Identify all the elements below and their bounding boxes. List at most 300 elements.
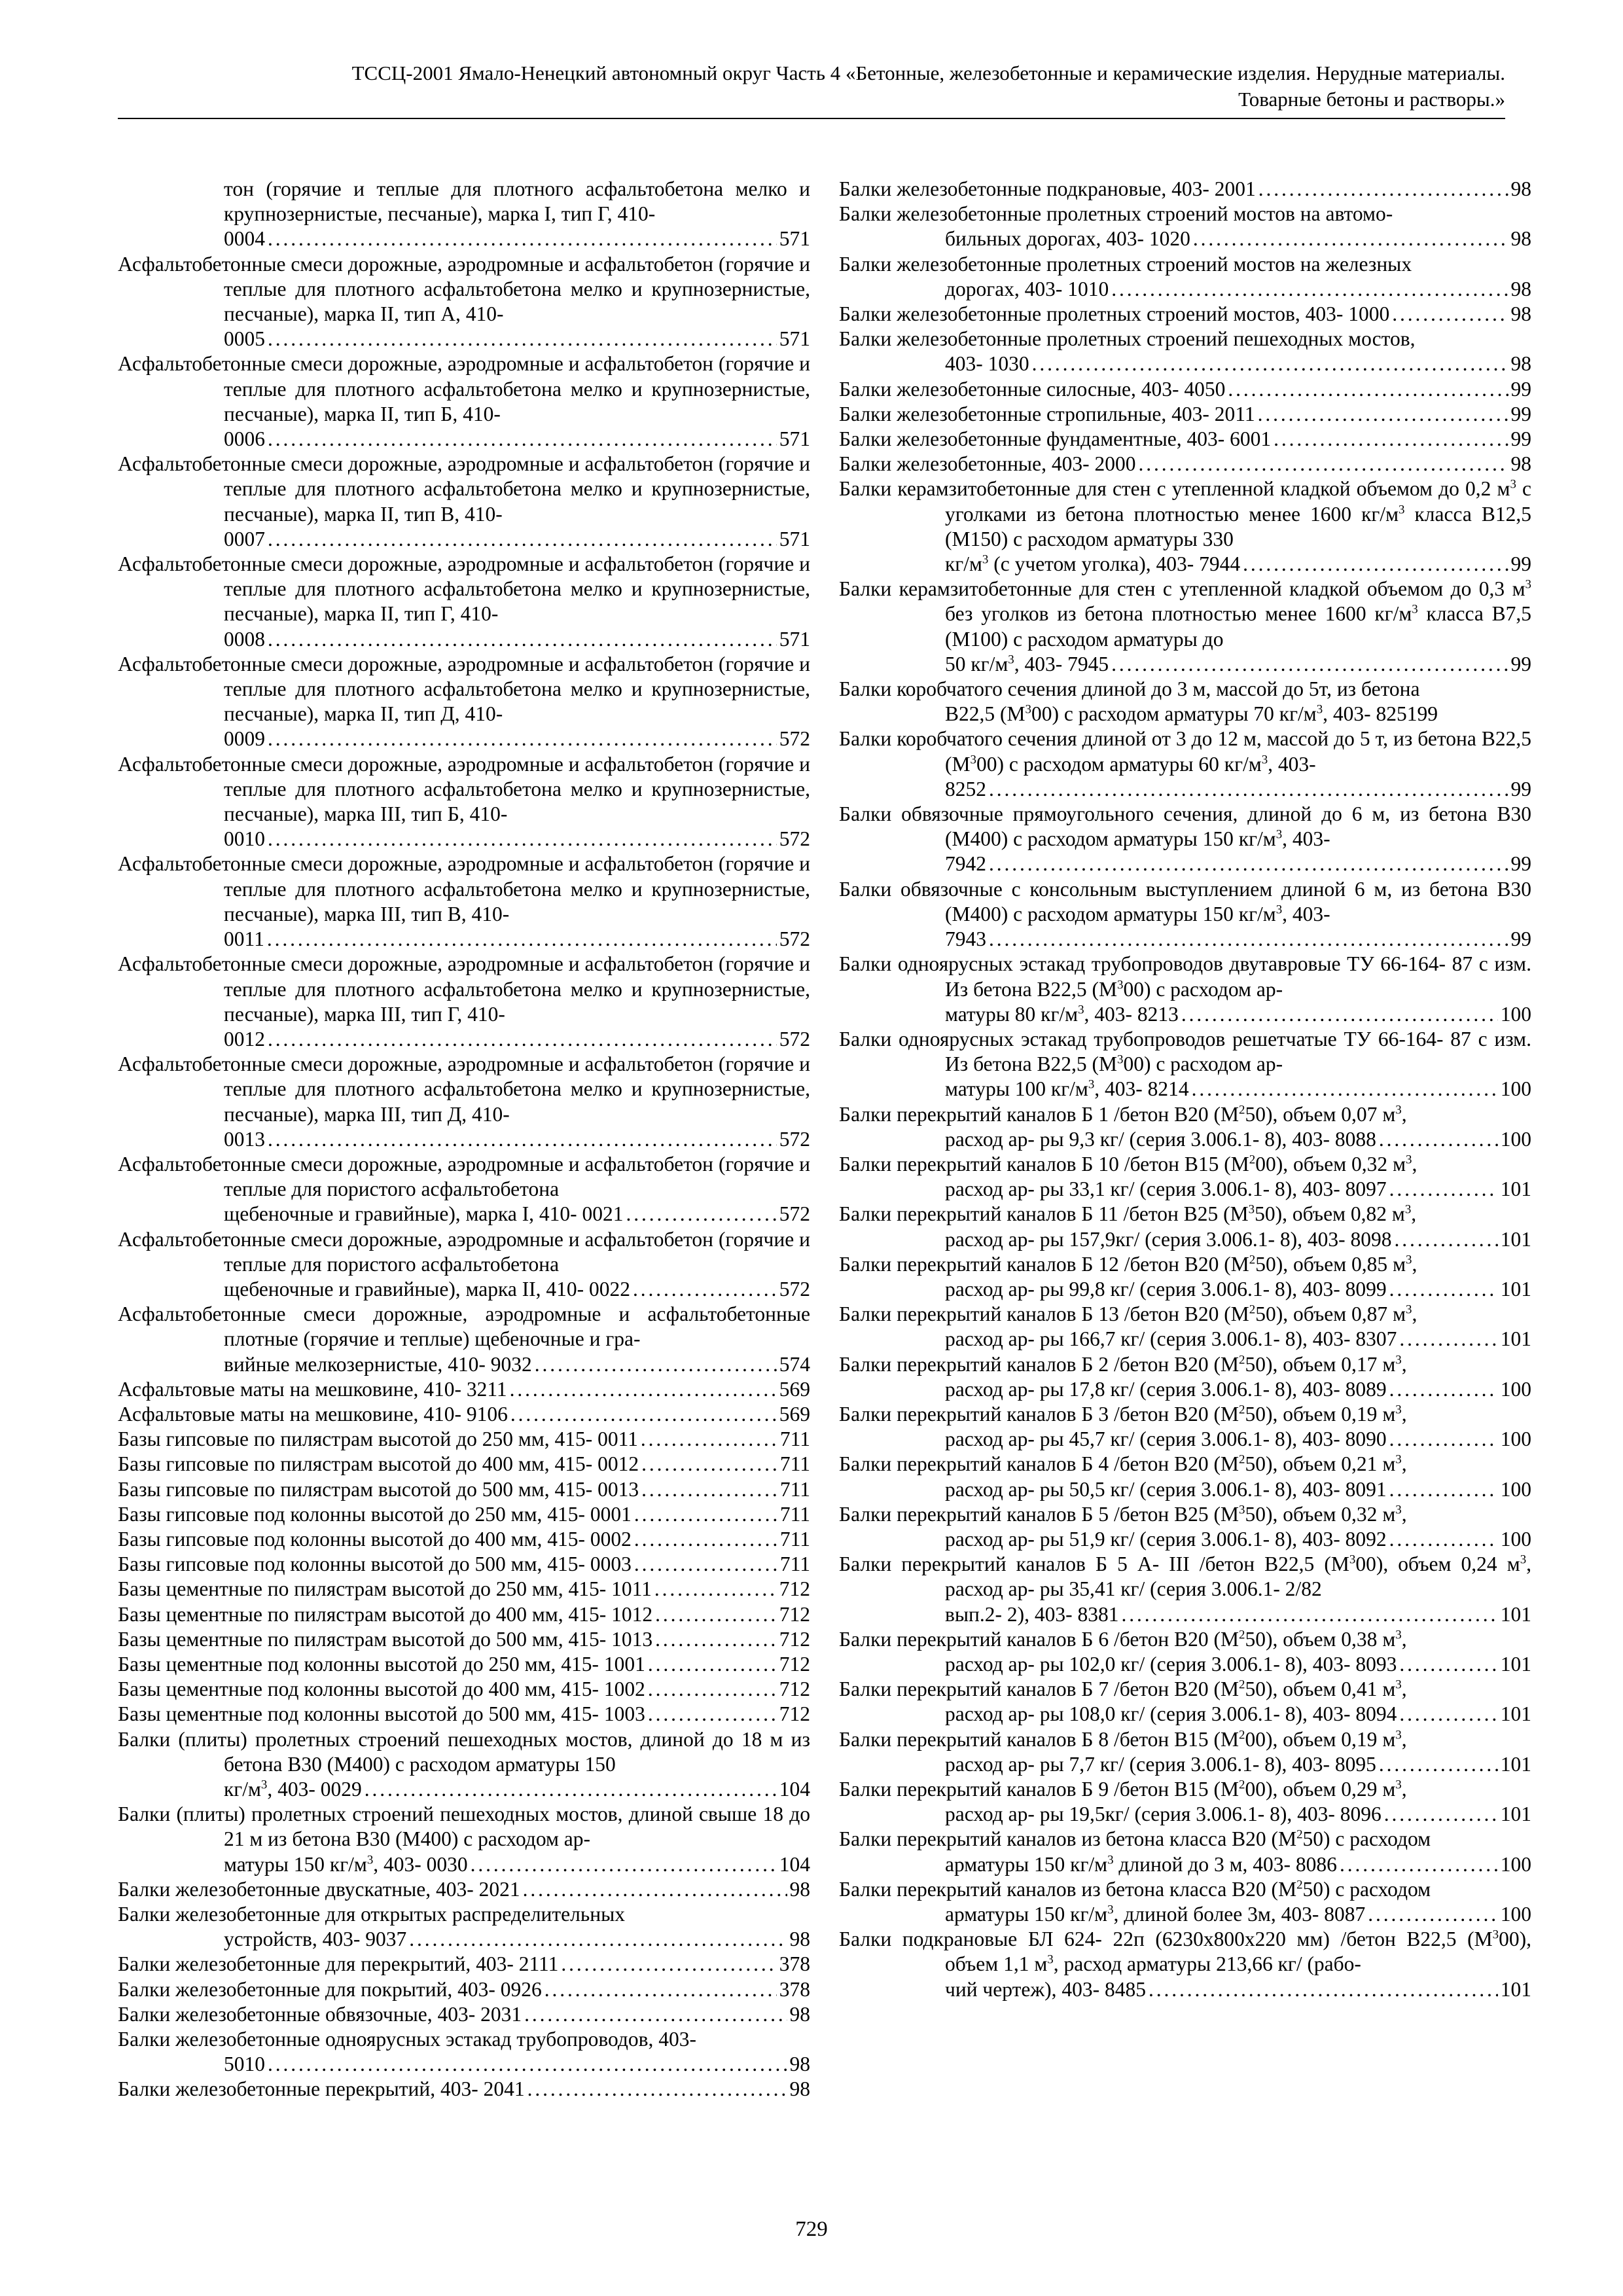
index-entry [839, 1152, 1531, 1202]
dot-leader [268, 1127, 777, 1152]
index-entry [118, 252, 810, 352]
entry-text: Балки керамзитобетонные для стен с утепленной кладкой объемом до 0,2 $м^3$ с уголками из бетона плотностью менее 1600 $кг/м^3$ класса В12,5 (М150) с расходом арматуры 330 [839, 477, 1532, 550]
entry-last-line: В22,5 $(М^300)$ с расходом арматуры 70 $кг/м^3$, 403- 825199 [945, 702, 1438, 726]
entry-text: Балки перекрытий каналов Б 7 /бетон В20 $(М^250)$, объем 0,41 $м^3$, [839, 1677, 1407, 1701]
entry-page-ref: 101 [1500, 1327, 1531, 1351]
entry-last-line: Базы гипсовые под колонны высотой до 400 мм, 415- 0002 [118, 1527, 632, 1551]
entry-last-line: вийные мелкозернистые, 410- 9032 [224, 1352, 532, 1376]
entry-last-line: Базы гипсовые по пилястрам высотой до 250 мм, 415- 0011 [118, 1427, 638, 1451]
dot-leader [641, 1427, 777, 1452]
index-entry [839, 476, 1531, 577]
entry-page-ref: 100 [1500, 1903, 1531, 1926]
index-entry [118, 552, 810, 652]
entry-last-line: Балки железобетонные фундаментные, 403- 6001 [839, 427, 1272, 451]
dot-leader [268, 226, 777, 251]
entry-last-line: арматуры 150 $кг/м^3$ длиной до 3 м, 403- 8086 [945, 1852, 1337, 1876]
index-entry [839, 802, 1531, 877]
entry-last-line: 0012 [224, 1027, 265, 1050]
entry-text: Балки железобетонные пролетных строений пешеходных мостов, [839, 327, 1416, 351]
dot-leader [268, 527, 777, 552]
entry-page-ref: 572 [779, 727, 810, 751]
entry-page-ref: 101 [1500, 1602, 1531, 1626]
index-entry [839, 1552, 1531, 1627]
entry-text: тон (горячие и теплые для плотного асфальтобетона мелко и крупнозернистые, песчаные), марка I, тип Г, 410- [224, 177, 810, 226]
dot-leader [268, 2052, 787, 2077]
entry-page-ref: 100 [1500, 1002, 1531, 1026]
entry-last-line: Балки железобетонные двускатные, 403- 2021 [118, 1877, 520, 1901]
index-entry [839, 402, 1531, 427]
entry-page-ref: 98 [1510, 452, 1531, 476]
dot-leader [1379, 1752, 1498, 1777]
dot-leader [634, 1552, 777, 1577]
entry-page-ref: 711 [779, 1452, 810, 1476]
entry-text: Балки (плиты) пролетных строений пешеходных мостов, длиной свыше 18 до 21 м из бетона В30 (М400) с расходом ар- [118, 1803, 810, 1851]
dot-leader [1181, 1002, 1498, 1027]
entry-text: Балки перекрытий каналов Б 4 /бетон В20 $(М^250)$, объем 0,21 $м^3$, [839, 1452, 1407, 1476]
index-entry [118, 1877, 810, 1902]
entry-page-ref: 572 [779, 1027, 810, 1050]
index-entry [839, 1777, 1531, 1827]
index-entry [118, 1677, 810, 1702]
header-divider [118, 118, 1505, 119]
index-entry [839, 252, 1531, 302]
entry-last-line: Базы цементные по пилястрам высотой до 500 мм, 415- 1013 [118, 1627, 653, 1651]
entry-last-line: щебеночные и гравийные), марка II, 410- 0022 [224, 1277, 631, 1300]
entry-last-line: 0011 [224, 927, 264, 951]
entry-text: Балки (плиты) пролетных строений пешеходных мостов, длиной до 18 м из бетона В30 (М400) с расходом арматуры 150 [118, 1727, 810, 1776]
index-entry [839, 1102, 1531, 1152]
entry-page-ref: 98 [789, 1877, 810, 1901]
index-entry [118, 1377, 810, 1402]
index-entry [118, 1952, 810, 1977]
index-entry [118, 1402, 810, 1427]
entry-last-line: Балки железобетонные подкрановые, 403- 2001 [839, 177, 1256, 200]
entry-last-line: арматуры 150 $кг/м^3$, длиной более 3м, 403- 8087 [945, 1903, 1366, 1926]
entry-page-ref: 574 [779, 1352, 810, 1376]
entry-text: Балки перекрытий каналов Б 5 А- III /бетон В22,5 $(М^300)$, объем 0,24 $м^3$, расход ар- ры 35,41 кг/ (серия 3.006.1- 2/82 [839, 1552, 1532, 1601]
entry-last-line: расход ар- ры 157,9кг/ (серия 3.006.1- 8), 403- 8098 [945, 1227, 1392, 1251]
entry-page-ref: 712 [779, 1577, 810, 1601]
entry-page-ref: 712 [779, 1702, 810, 1726]
entry-text: Балки коробчатого сечения длиной от 3 до 12 м, массой до 5 т, из бетона В22,5 $(М^300)$ с расходом арматуры 60 $кг/м^3$, 403- [839, 727, 1531, 776]
dot-leader [1389, 1377, 1498, 1402]
dot-leader [409, 1927, 787, 1952]
entry-page-ref: 99 [1510, 402, 1531, 425]
entry-text: Балки одноярусных эстакад трубопроводов решетчатые ТУ 66-164- 87 с изм. Из бетона В22,5 $(М^300)$ с расходом ар- [839, 1027, 1531, 1076]
dot-leader [1111, 277, 1508, 302]
entry-page-ref: 98 [789, 2077, 810, 2101]
entry-last-line: расход ар- ры 102,0 кг/ (серия 3.006.1- 8), 403- 8093 [945, 1652, 1397, 1676]
index-entry [839, 377, 1531, 402]
entry-last-line: расход ар- ры 45,7 кг/ (серия 3.006.1- 8), 403- 8090 [945, 1427, 1387, 1451]
index-entry [839, 677, 1531, 726]
index-entry [839, 877, 1531, 952]
entry-text: Балки обвязочные с консольным выступлением длиной 6 м, из бетона В30 (М400) с расходом арматуры 150 $кг/м^3$, 403- [839, 877, 1531, 925]
entry-page-ref: 99 [1510, 552, 1531, 576]
dot-leader [1243, 552, 1508, 577]
entry-last-line: Балки железобетонные для перекрытий, 403- 2111 [118, 1952, 559, 1976]
entry-last-line: Балки железобетонные, 403- 2000 [839, 452, 1136, 476]
entry-page-ref: 571 [779, 227, 810, 251]
entry-last-line: 0010 [224, 827, 265, 851]
entry-text: Балки железобетонные пролетных строений мостов на железных [839, 252, 1412, 276]
entry-last-line: Асфальтовые маты на мешковине, 410- 3211 [118, 1377, 507, 1401]
entry-last-line: 5010 [224, 2053, 265, 2076]
entry-last-line: 0009 [224, 727, 265, 751]
index-entry [118, 1702, 810, 1727]
dot-leader [268, 827, 777, 852]
dot-leader [1389, 1177, 1498, 1202]
entry-page-ref: 569 [779, 1377, 810, 1401]
entry-last-line: расход ар- ры 50,5 кг/ (серия 3.006.1- 8), 403- 8091 [945, 1477, 1387, 1501]
entry-page-ref: 711 [779, 1477, 810, 1501]
dot-leader [523, 1877, 787, 1902]
index-entry [839, 427, 1531, 452]
index-column-right [839, 177, 1531, 2002]
index-entry [118, 1602, 810, 1627]
entry-text: Асфальтобетонные смеси дорожные, аэродромные и асфальтобетонные плотные (горячие и теплые) щебеночные и гра- [118, 1302, 810, 1351]
index-entry [118, 1052, 810, 1152]
index-entry [839, 1677, 1531, 1727]
entry-page-ref: 98 [789, 1928, 810, 1951]
index-entry [839, 1302, 1531, 1352]
dot-leader [1389, 1477, 1498, 1502]
dot-leader [626, 1202, 777, 1227]
entry-last-line: Базы цементные под колонны высотой до 250 мм, 415- 1001 [118, 1652, 645, 1676]
index-entry [839, 177, 1531, 202]
entry-text: Балки перекрытий каналов Б 12 /бетон В20 $(М^250)$, объем 0,85 $м^3$, [839, 1252, 1418, 1276]
entry-page-ref: 100 [1500, 1127, 1531, 1151]
index-entry [118, 1477, 810, 1502]
entry-last-line: 7943 [945, 927, 986, 951]
dot-leader [1399, 1327, 1497, 1352]
entry-last-line: расход ар- ры 51,9 кг/ (серия 3.006.1- 8), 403- 8092 [945, 1527, 1387, 1551]
index-entry [839, 1252, 1531, 1302]
entry-last-line: 403- 1030 [945, 352, 1029, 376]
dot-leader [1149, 1977, 1498, 2002]
dot-leader [510, 1377, 777, 1402]
entry-page-ref: 569 [779, 1402, 810, 1426]
index-entry [839, 726, 1531, 802]
entry-last-line: Балки железобетонные для покрытий, 403- 0926 [118, 1977, 542, 2001]
index-entry [118, 1627, 810, 1652]
entry-last-line: Балки железобетонные пролетных строений мостов, 403- 1000 [839, 302, 1390, 326]
dot-leader [1228, 377, 1508, 402]
entry-last-line: Базы цементные по пилястрам высотой до 400 мм, 415- 1012 [118, 1602, 653, 1626]
entry-last-line: Асфальтовые маты на мешковине, 410- 9106 [118, 1402, 508, 1426]
entry-last-line: Базы цементные под колонны высотой до 500 мм, 415- 1003 [118, 1702, 645, 1726]
dot-leader [268, 327, 777, 351]
index-entry [118, 752, 810, 852]
index-entry [118, 2077, 810, 2102]
entry-last-line: 0008 [224, 627, 265, 651]
index-entry [839, 1202, 1531, 1251]
dot-leader [510, 1402, 777, 1427]
entry-page-ref: 104 [779, 1778, 810, 1801]
dot-leader [648, 1652, 777, 1677]
index-entry [839, 1727, 1531, 1777]
entry-last-line: Базы цементные по пилястрам высотой до 250 мм, 415- 1011 [118, 1577, 652, 1601]
entry-last-line: 50 $кг/м^3$, 403- 7945 [945, 652, 1109, 675]
dot-leader [1384, 1802, 1498, 1827]
entry-last-line: $кг/м^3$, 403- 0029 [224, 1778, 362, 1801]
index-entry [118, 1502, 810, 1527]
entry-text: Балки перекрытий каналов из бетона класса В20 $(М^250)$ с расходом [839, 1827, 1431, 1851]
dot-leader [1258, 177, 1508, 202]
index-entry [118, 2027, 810, 2077]
entry-text: Балки перекрытий каналов Б 13 /бетон В20 $(М^250)$, объем 0,87 $м^3$, [839, 1302, 1418, 1326]
index-entry [118, 852, 810, 952]
entry-page-ref: 571 [779, 627, 810, 651]
dot-leader [1193, 226, 1508, 251]
entry-page-ref: 572 [779, 1277, 810, 1300]
entry-page-ref: 712 [779, 1652, 810, 1676]
dot-leader [1389, 1427, 1498, 1452]
entry-page-ref: 99 [1510, 427, 1531, 451]
entry-last-line: расход ар- ры 99,8 кг/ (серия 3.006.1- 8), 403- 8099 [945, 1277, 1387, 1300]
entry-page-ref: 378 [779, 1952, 810, 1976]
entry-last-line: матуры 80 $кг/м^3$, 403- 8213 [945, 1002, 1179, 1026]
index-entry [118, 1652, 810, 1677]
entry-page-ref: 98 [1510, 277, 1531, 300]
dot-leader [634, 1502, 777, 1527]
dot-leader [535, 1352, 777, 1377]
entry-text: Балки перекрытий каналов Б 5 /бетон В25 $(М^350)$, объем 0,32 $м^3$, [839, 1502, 1407, 1526]
dot-leader [648, 1677, 777, 1702]
index-entry [839, 202, 1531, 251]
entry-last-line: расход ар- ры 19,5кг/ (серия 3.006.1- 8), 403- 8096 [945, 1803, 1382, 1826]
entry-text: Балки перекрытий каналов Б 1 /бетон В20 $(М^250)$, объем 0,07 $м^3$, [839, 1102, 1407, 1126]
entry-text: Балки перекрытий каналов из бетона класса В20 $(М^250)$ с расходом [839, 1877, 1431, 1901]
entry-page-ref: 712 [779, 1677, 810, 1701]
dot-leader [1399, 1652, 1497, 1677]
entry-text: Балки перекрытий каналов Б 2 /бетон В20 $(М^250)$, объем 0,17 $м^3$, [839, 1352, 1407, 1376]
entry-page-ref: 711 [779, 1502, 810, 1526]
entry-page-ref: 100 [1500, 1427, 1531, 1451]
dot-leader [641, 1477, 777, 1502]
index-entry [118, 952, 810, 1052]
entry-last-line: Базы гипсовые по пилястрам высотой до 500 мм, 415- 0013 [118, 1477, 639, 1501]
entry-text: Асфальтобетонные смеси дорожные, аэродромные и асфальтобетон (горячие и теплые для плотного асфальтобетона мелко и крупнозернистые, песчаные), марка II, тип Б, 410- [118, 352, 810, 425]
page-number: 729 [795, 2217, 828, 2241]
entry-last-line: $кг/м^3$ (с учетом уголка), 403- 7944 [945, 552, 1241, 576]
index-entry [839, 577, 1531, 677]
entry-text: Асфальтобетонные смеси дорожные, аэродромные и асфальтобетон (горячие и теплые для плотного асфальтобетона мелко и крупнозернистые, песчаные), марка II, тип Г, 410- [118, 552, 810, 626]
dot-leader [527, 2077, 787, 2102]
entry-page-ref: 98 [1510, 227, 1531, 251]
dot-leader [267, 927, 777, 952]
index-entry [118, 177, 810, 252]
dot-leader [524, 2002, 787, 2027]
entry-page-ref: 99 [1510, 777, 1531, 800]
entry-text: Асфальтобетонные смеси дорожные, аэродромные и асфальтобетон (горячие и теплые для пористого асфальтобетона [118, 1152, 810, 1201]
entry-text: Балки керамзитобетонные для стен с утепленной кладкой объемом до 0,3 $м^3$ без уголков из бетона плотностью менее 1600 $кг/м^3$ класса В7,5 (М100) с расходом арматуры до [839, 577, 1531, 651]
entry-text: Асфальтобетонные смеси дорожные, аэродромные и асфальтобетон (горячие и теплые для плотного асфальтобетона мелко и крупнозернистые, песчаные), марка II, тип А, 410- [118, 252, 810, 326]
entry-page-ref: 100 [1500, 1377, 1531, 1401]
index-entry [839, 302, 1531, 327]
entry-last-line: матуры 100 $кг/м^3$, 403- 8214 [945, 1077, 1189, 1101]
dot-leader [1389, 1527, 1498, 1552]
entry-text: Балки железобетонные пролетных строений мостов на автомо- [839, 202, 1393, 226]
dot-leader [268, 427, 777, 452]
entry-last-line: бильных дорогах, 403- 1020 [945, 227, 1190, 251]
entry-last-line: 0007 [224, 527, 265, 550]
entry-last-line: расход ар- ры 7,7 кг/ (серия 3.006.1- 8), 403- 8095 [945, 1752, 1376, 1776]
entry-last-line: расход ар- ры 166,7 кг/ (серия 3.006.1- 8), 403- 8307 [945, 1327, 1397, 1351]
entry-page-ref: 100 [1500, 1477, 1531, 1501]
entry-page-ref: 101 [1500, 1752, 1531, 1776]
entry-last-line: расход ар- ры 9,3 кг/ (серия 3.006.1- 8), 403- 8088 [945, 1127, 1376, 1151]
dot-leader [633, 1277, 777, 1302]
entry-page-ref: 99 [1510, 852, 1531, 876]
dot-leader [1111, 652, 1508, 677]
entry-text: Асфальтобетонные смеси дорожные, аэродромные и асфальтобетон (горячие и теплые для плотного асфальтобетона мелко и крупнозернистые, песчаные), марка III, тип Г, 410- [118, 952, 810, 1026]
index-entry [839, 327, 1531, 376]
entry-last-line: расход ар- ры 108,0 кг/ (серия 3.006.1- 8), 403- 8094 [945, 1702, 1397, 1726]
entry-page-ref: 572 [779, 1202, 810, 1226]
entry-text: Асфальтобетонные смеси дорожные, аэродромные и асфальтобетон (горячие и теплые для пористого асфальтобетона [118, 1227, 810, 1276]
dot-leader [989, 852, 1508, 876]
entry-text: Балки железобетонные для открытых распределительных [118, 1903, 626, 1926]
index-entry [118, 1552, 810, 1577]
dot-leader [561, 1952, 776, 1977]
dot-leader [634, 1527, 777, 1552]
index-entry [118, 1527, 810, 1552]
entry-page-ref: 100 [1500, 1077, 1531, 1101]
entry-last-line: 0005 [224, 327, 265, 351]
entry-last-line: 0004 [224, 227, 265, 251]
dot-leader [1258, 402, 1508, 427]
entry-last-line: Балки железобетонные обвязочные, 403- 2031 [118, 2002, 522, 2026]
dot-leader [1379, 1127, 1498, 1152]
entry-page-ref: 101 [1500, 1702, 1531, 1726]
dot-leader [655, 1627, 777, 1652]
entry-page-ref: 98 [1510, 352, 1531, 376]
dot-leader [1394, 1227, 1497, 1252]
header-line-1: ТССЦ-2001 Ямало-Ненецкий автономный округ Часть 4 «Бетонные, железобетонные и керамические изделия. Нерудные материалы. [351, 62, 1505, 84]
entry-last-line: Базы гипсовые под колонны высотой до 250 мм, 415- 0001 [118, 1502, 632, 1526]
index-entry [839, 1827, 1531, 1876]
index-entry [839, 1027, 1531, 1102]
entry-last-line: матуры 150 $кг/м^3$, 403- 0030 [224, 1852, 468, 1876]
index-entry [839, 952, 1531, 1027]
entry-last-line: Базы гипсовые под колонны высотой до 500 мм, 415- 0003 [118, 1552, 632, 1576]
entry-page-ref: 712 [779, 1627, 810, 1651]
entry-page-ref: 101 [1500, 1177, 1531, 1201]
index-entry [118, 2002, 810, 2027]
entry-last-line: Балки железобетонные силосные, 403- 4050 [839, 377, 1226, 401]
dot-leader [268, 1027, 777, 1052]
entry-text: Асфальтобетонные смеси дорожные, аэродромные и асфальтобетон (горячие и теплые для плотного асфальтобетона мелко и крупнозернистые, песчаные), марка II, тип В, 410- [118, 452, 810, 526]
entry-page-ref: 571 [779, 427, 810, 451]
index-entry [839, 1502, 1531, 1552]
entry-last-line: 0013 [224, 1127, 265, 1151]
entry-text: Балки перекрытий каналов Б 9 /бетон В15 $(М^200)$, объем 0,29 $м^3$, [839, 1778, 1407, 1801]
entry-page-ref: 98 [789, 2053, 810, 2076]
dot-leader [989, 777, 1508, 802]
dot-leader [1389, 1277, 1498, 1302]
index-entry [839, 1402, 1531, 1452]
index-entry [118, 1902, 810, 1952]
entry-text: Балки железобетонные одноярусных эстакад трубопроводов, 403- [118, 2028, 696, 2051]
entry-page-ref: 99 [1510, 377, 1531, 401]
index-entry [118, 1152, 810, 1227]
entry-page-ref: 711 [779, 1427, 810, 1451]
entry-text: Асфальтобетонные смеси дорожные, аэродромные и асфальтобетон (горячие и теплые для плотного асфальтобетона мелко и крупнозернистые, песчаные), марка II, тип Д, 410- [118, 652, 810, 726]
entry-text: Балки перекрытий каналов Б 10 /бетон В15 $(М^200)$, объем 0,32 $м^3$, [839, 1152, 1418, 1175]
dot-leader [268, 627, 777, 652]
dot-leader [1274, 427, 1508, 452]
entry-page-ref: 101 [1500, 1977, 1531, 2001]
entry-page-ref: 572 [779, 1127, 810, 1151]
dot-leader [544, 1977, 777, 2002]
dot-leader [655, 1602, 777, 1627]
entry-page-ref: 711 [779, 1552, 810, 1576]
entry-last-line: расход ар- ры 33,1 кг/ (серия 3.006.1- 8), 403- 8097 [945, 1177, 1387, 1201]
entry-last-line: 8252 [945, 777, 986, 800]
index-entry [118, 351, 810, 452]
entry-page-ref: 571 [779, 327, 810, 351]
entry-page-ref: 101 [1500, 1803, 1531, 1826]
index-column-left [118, 177, 810, 2102]
entry-page-ref: 104 [779, 1852, 810, 1876]
index-entry [118, 1452, 810, 1477]
dot-leader [268, 726, 777, 751]
header-line-2: Товарные бетоны и растворы.» [1238, 88, 1505, 111]
dot-leader [1368, 1902, 1498, 1927]
index-entry [118, 1227, 810, 1302]
entry-page-ref: 98 [1510, 302, 1531, 326]
dot-leader [1138, 452, 1508, 476]
entry-text: Балки перекрытий каналов Б 8 /бетон В15 $(М^200)$, объем 0,19 $м^3$, [839, 1727, 1407, 1751]
entry-text: Балки обвязочные прямоугольного сечения, длиной до 6 м, из бетона В30 (М400) с расходом арматуры 150 $кг/м^3$, 403- [839, 802, 1531, 851]
entry-text: Асфальтобетонные смеси дорожные, аэродромные и асфальтобетон (горячие и теплые для плотного асфальтобетона мелко и крупнозернистые, песчаные), марка III, тип В, 410- [118, 852, 810, 925]
index-entry [118, 1302, 810, 1377]
running-header [118, 60, 1505, 113]
index-entry [839, 1352, 1531, 1402]
entry-page-ref: 711 [779, 1527, 810, 1551]
entry-page-ref: 99 [1510, 927, 1531, 951]
entry-page-ref: 101 [1500, 1652, 1531, 1676]
entry-page-ref: 100 [1500, 1852, 1531, 1876]
entry-last-line: Базы цементные под колонны высотой до 400 мм, 415- 1002 [118, 1677, 645, 1701]
dot-leader [989, 927, 1508, 952]
dot-leader [641, 1452, 777, 1477]
index-entry [118, 1802, 810, 1877]
index-entry [118, 652, 810, 752]
entry-last-line: 7942 [945, 852, 986, 876]
dot-leader [1032, 351, 1508, 376]
entry-text: Балки перекрытий каналов Б 6 /бетон В20 $(М^250)$, объем 0,38 $м^3$, [839, 1627, 1407, 1651]
dot-leader [365, 1777, 777, 1802]
dot-leader [1399, 1702, 1497, 1727]
index-entry [839, 1627, 1531, 1677]
entry-page-ref: 99 [1510, 652, 1531, 675]
entry-last-line: Балки железобетонные стропильные, 403- 2011 [839, 402, 1255, 425]
index-entry [839, 1877, 1531, 1927]
entry-last-line: 0006 [224, 427, 265, 451]
entry-text: Балки перекрытий каналов Б 11 /бетон В25 $(М^350)$, объем 0,82 $м^3$, [839, 1202, 1417, 1226]
dot-leader [471, 1852, 777, 1877]
entry-last-line: чий чертеж), 403- 8485 [945, 1977, 1146, 2001]
entry-page-ref: 98 [789, 2002, 810, 2026]
index-entry [118, 452, 810, 552]
dot-leader [654, 1577, 777, 1602]
entry-page-ref: 101 [1500, 1227, 1531, 1251]
entry-last-line: расход ар- ры 17,8 кг/ (серия 3.006.1- 8), 403- 8089 [945, 1377, 1387, 1401]
entry-page-ref: 571 [779, 527, 810, 550]
dot-leader [1392, 302, 1508, 327]
